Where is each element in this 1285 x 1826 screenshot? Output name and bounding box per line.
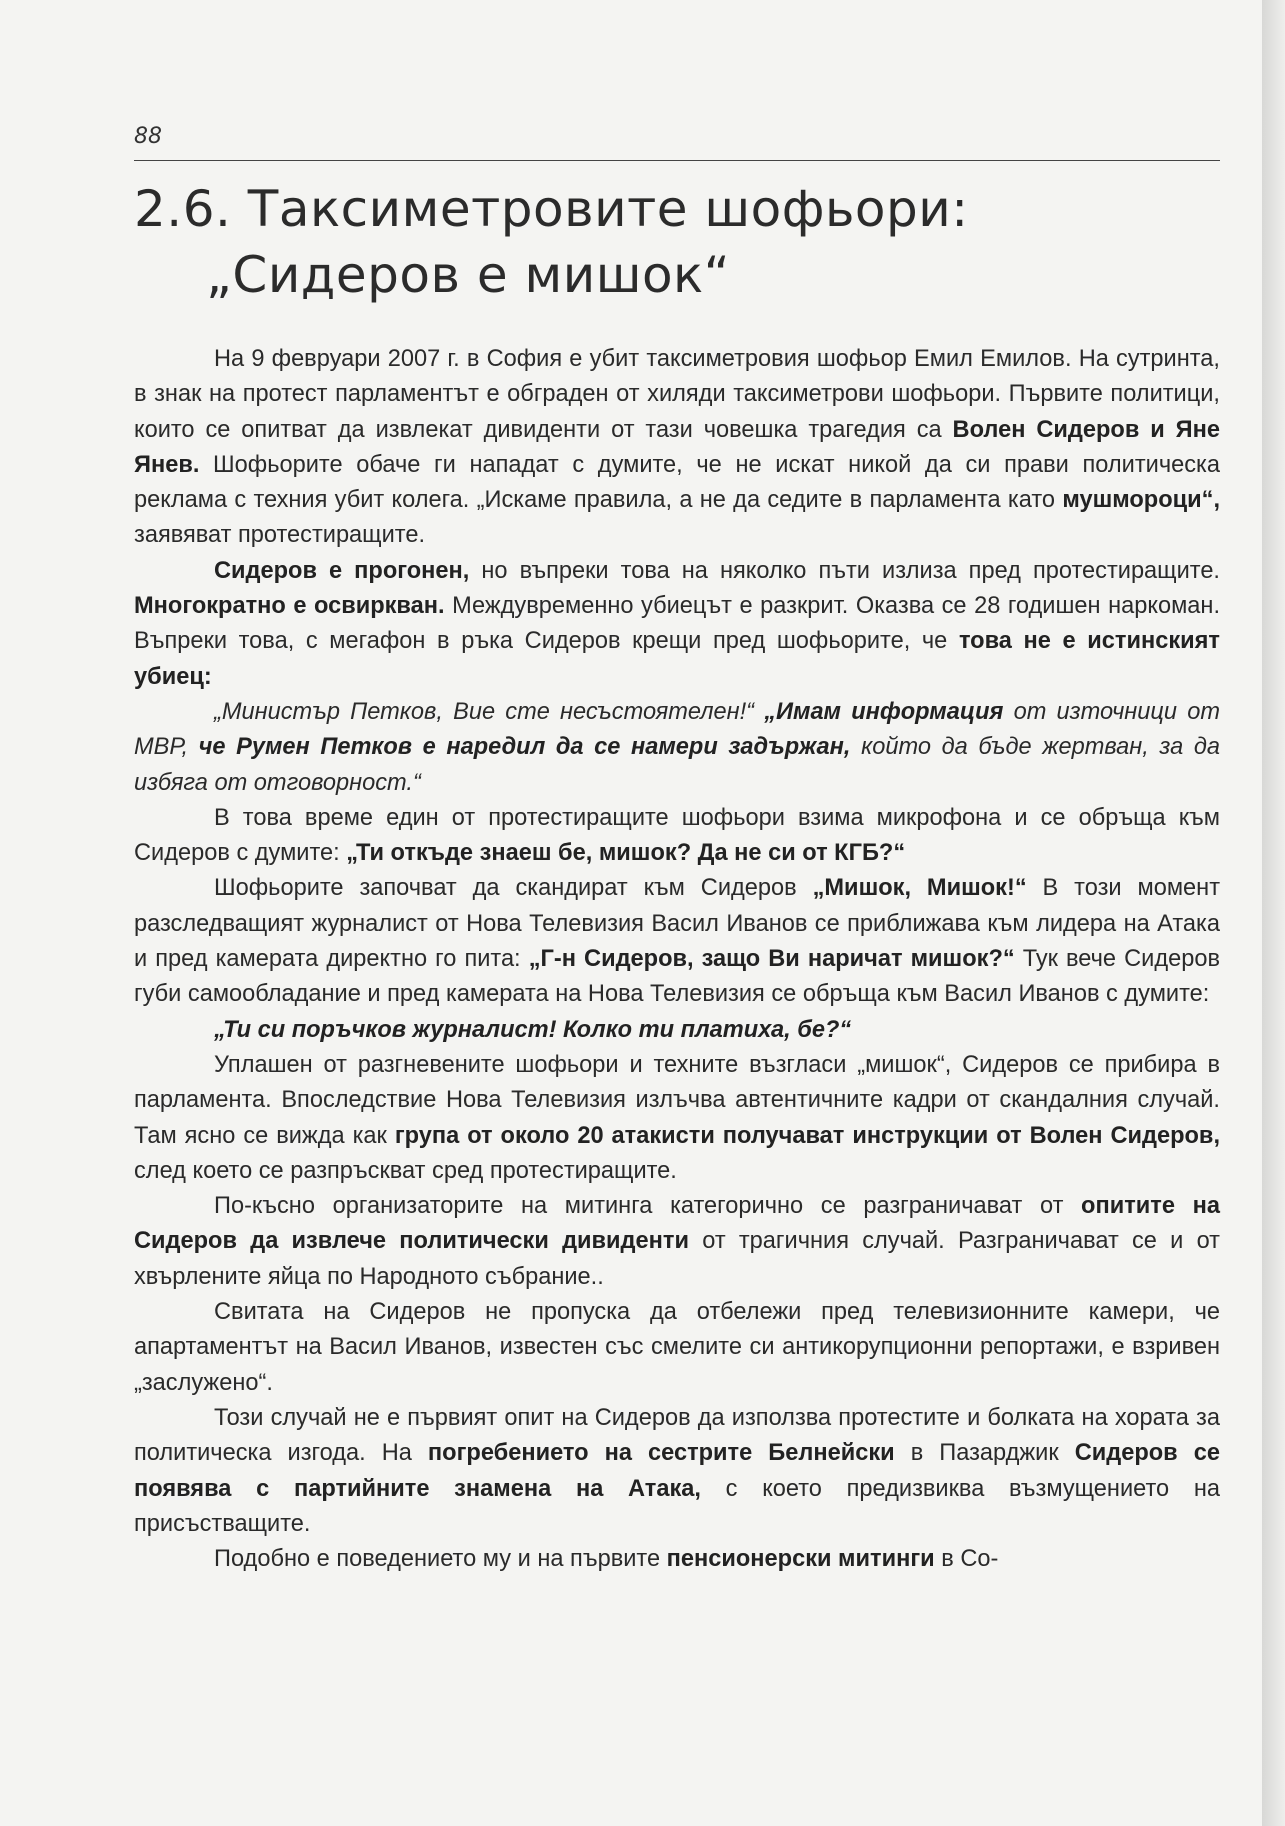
header-rule (134, 160, 1220, 161)
section-title-line-2: „Сидеров е мишок“ (206, 246, 731, 304)
bold-run: пенсионерски митинги (666, 1546, 935, 1573)
bold-run: група от около 20 атакисти получават инструкции от Волен Сидеров, (394, 1122, 1220, 1149)
text-run: Уплашен от разгневените шофьори и техните възгласи „мишок“, Сидеров се прибира в парламента. Впоследствие Нова Телевизия излъчва автентичните кадри от скандалния случай. Там ясно се вижда как (134, 1051, 1220, 1149)
italic-run (199, 734, 851, 760)
text-run (1062, 487, 1220, 513)
text-run (529, 946, 1015, 972)
bold-run: „Ти си поръчков журналист! Колко ти платиха, бе?“ (214, 1016, 852, 1043)
paragraph (134, 1295, 1220, 1401)
text-run (395, 1123, 1220, 1149)
text-run (428, 1440, 895, 1466)
bold-run: това не е истинският убиец: (134, 628, 1220, 690)
paragraph (134, 695, 1220, 801)
text-run: Подобно е поведението му и на първите (214, 1546, 667, 1573)
text-run: Междувременно убиецът е разкрит. Оказва се 28 годишен наркоман. Въпреки това, с мегафон в ръка Сидеров крещи пред шофьорите, че (134, 593, 1220, 655)
bold-run: „Г-н Сидеров, защо Ви наричат мишок?“ (528, 946, 1015, 973)
paragraph (134, 1401, 1220, 1542)
bold-run: „Мишок, Мишок!“ (812, 875, 1027, 902)
italic-run (764, 699, 1003, 725)
text-run: заявяват протестиращите. (134, 522, 425, 549)
section-title-line-1: 2.6. Таксиметровите шофьори: (134, 180, 969, 238)
paragraph (134, 554, 1220, 695)
text-run: от трагичния случай. Разграничават се и от хвърлените яйца по Народното събрание.. (134, 1228, 1220, 1290)
paragraph (134, 871, 1220, 1012)
bold-run: Многократно е освиркван. (134, 593, 445, 620)
text-run (134, 593, 445, 619)
paragraph (134, 1189, 1220, 1295)
text-run: Свитата на Сидеров не пропуска да отбележи пред телевизионните камери, че апартаментът на Васил Иванов, известен със смелите си антикорупционни репортажи, е взривен „заслужено“. (134, 1299, 1220, 1396)
paragraph (134, 1048, 1220, 1189)
italic-run: който да бъде жертван, за да избяга от отговорност.“ (134, 734, 1221, 796)
text-run: в Со- (934, 1546, 999, 1573)
text-run (813, 875, 1027, 901)
italic-run: „Министър Петков, Вие сте несъстоятелен!“ (214, 698, 765, 725)
bold-run: Сидеров е прогонен, (214, 557, 470, 584)
text-run: Шофьорите обаче ги нападат с думите, че не искат никой да си прави политическа реклама с техния убит колега. „Искаме правила, а не да седите в парламента като (134, 451, 1220, 514)
paragraph (134, 342, 1220, 554)
text-run: В това време един от протестиращите шофьори взима микрофона и се обръща към Сидеров с думите: (134, 804, 1220, 867)
bold-run: Волен Сидеров и Яне Янев. (134, 416, 1220, 478)
text-run: в Пазарджик (894, 1440, 1075, 1467)
text-run: По-късно организаторите на митинга категорично се разграничават от (214, 1193, 1082, 1220)
paragraph (134, 801, 1220, 872)
page-number: 88 (134, 124, 162, 149)
bold-run: погребението на сестрите Белнейски (427, 1440, 895, 1467)
text-run: На 9 февруари 2007 г. в София е убит таксиметровия шофьор Емил Емилов. На сутринта, в знак на протест парламентът е обграден от хиляди таксиметрови шофьори. Първите политици, които се опитват да извлекат дивиденти от тази човешка трагедия са (134, 346, 1220, 443)
italic-run (214, 1017, 851, 1043)
page-edge-shadow (1262, 0, 1285, 1826)
bold-run: мушмороци“, (1062, 487, 1220, 514)
text-run (667, 1546, 935, 1572)
body-text (134, 342, 1220, 1577)
text-run (346, 840, 905, 866)
italic-run: от източници от МВР, (134, 698, 1220, 761)
bold-run: опитите на Сидеров да извлече политически дивиденти (134, 1193, 1220, 1255)
section-title (134, 176, 1224, 308)
bold-run: „Ти откъде знаеш бе, мишок? Да не си от КГБ?“ (346, 840, 906, 867)
paragraph (134, 1013, 1220, 1048)
text-run (214, 558, 469, 584)
text-run: Тук вече Сидеров губи самообладание и пред камерата на Нова Телевизия се обръща към Васил Иванов с думите: (134, 946, 1220, 1008)
bold-run: Сидеров се появява с партийните знамена на Атака, (134, 1440, 1220, 1502)
paragraph (134, 1542, 1220, 1577)
text-run: Шофьорите започват да скандират към Сидеров (214, 875, 813, 902)
text-run: Този случай не е първият опит на Сидеров да използва протестите и болката на хората за политическа изгода. На (134, 1404, 1220, 1467)
text-run: след което се разпръскват сред протестиращите. (134, 1157, 677, 1184)
bold-run: че Румен Петков е наредил да се намери задържан, (198, 734, 851, 761)
text-run: с което предизвиква възмущението на присъстващите. (134, 1475, 1220, 1537)
text-run: но въпреки това на няколко пъти излиза пред протестиращите. (469, 557, 1220, 584)
bold-run: „Имам информация (764, 698, 1004, 725)
text-run: В този момент разследващият журналист от Нова Телевизия Васил Иванов се приближава към лидера на Атака и пред камерата директно го пита: (134, 875, 1221, 973)
